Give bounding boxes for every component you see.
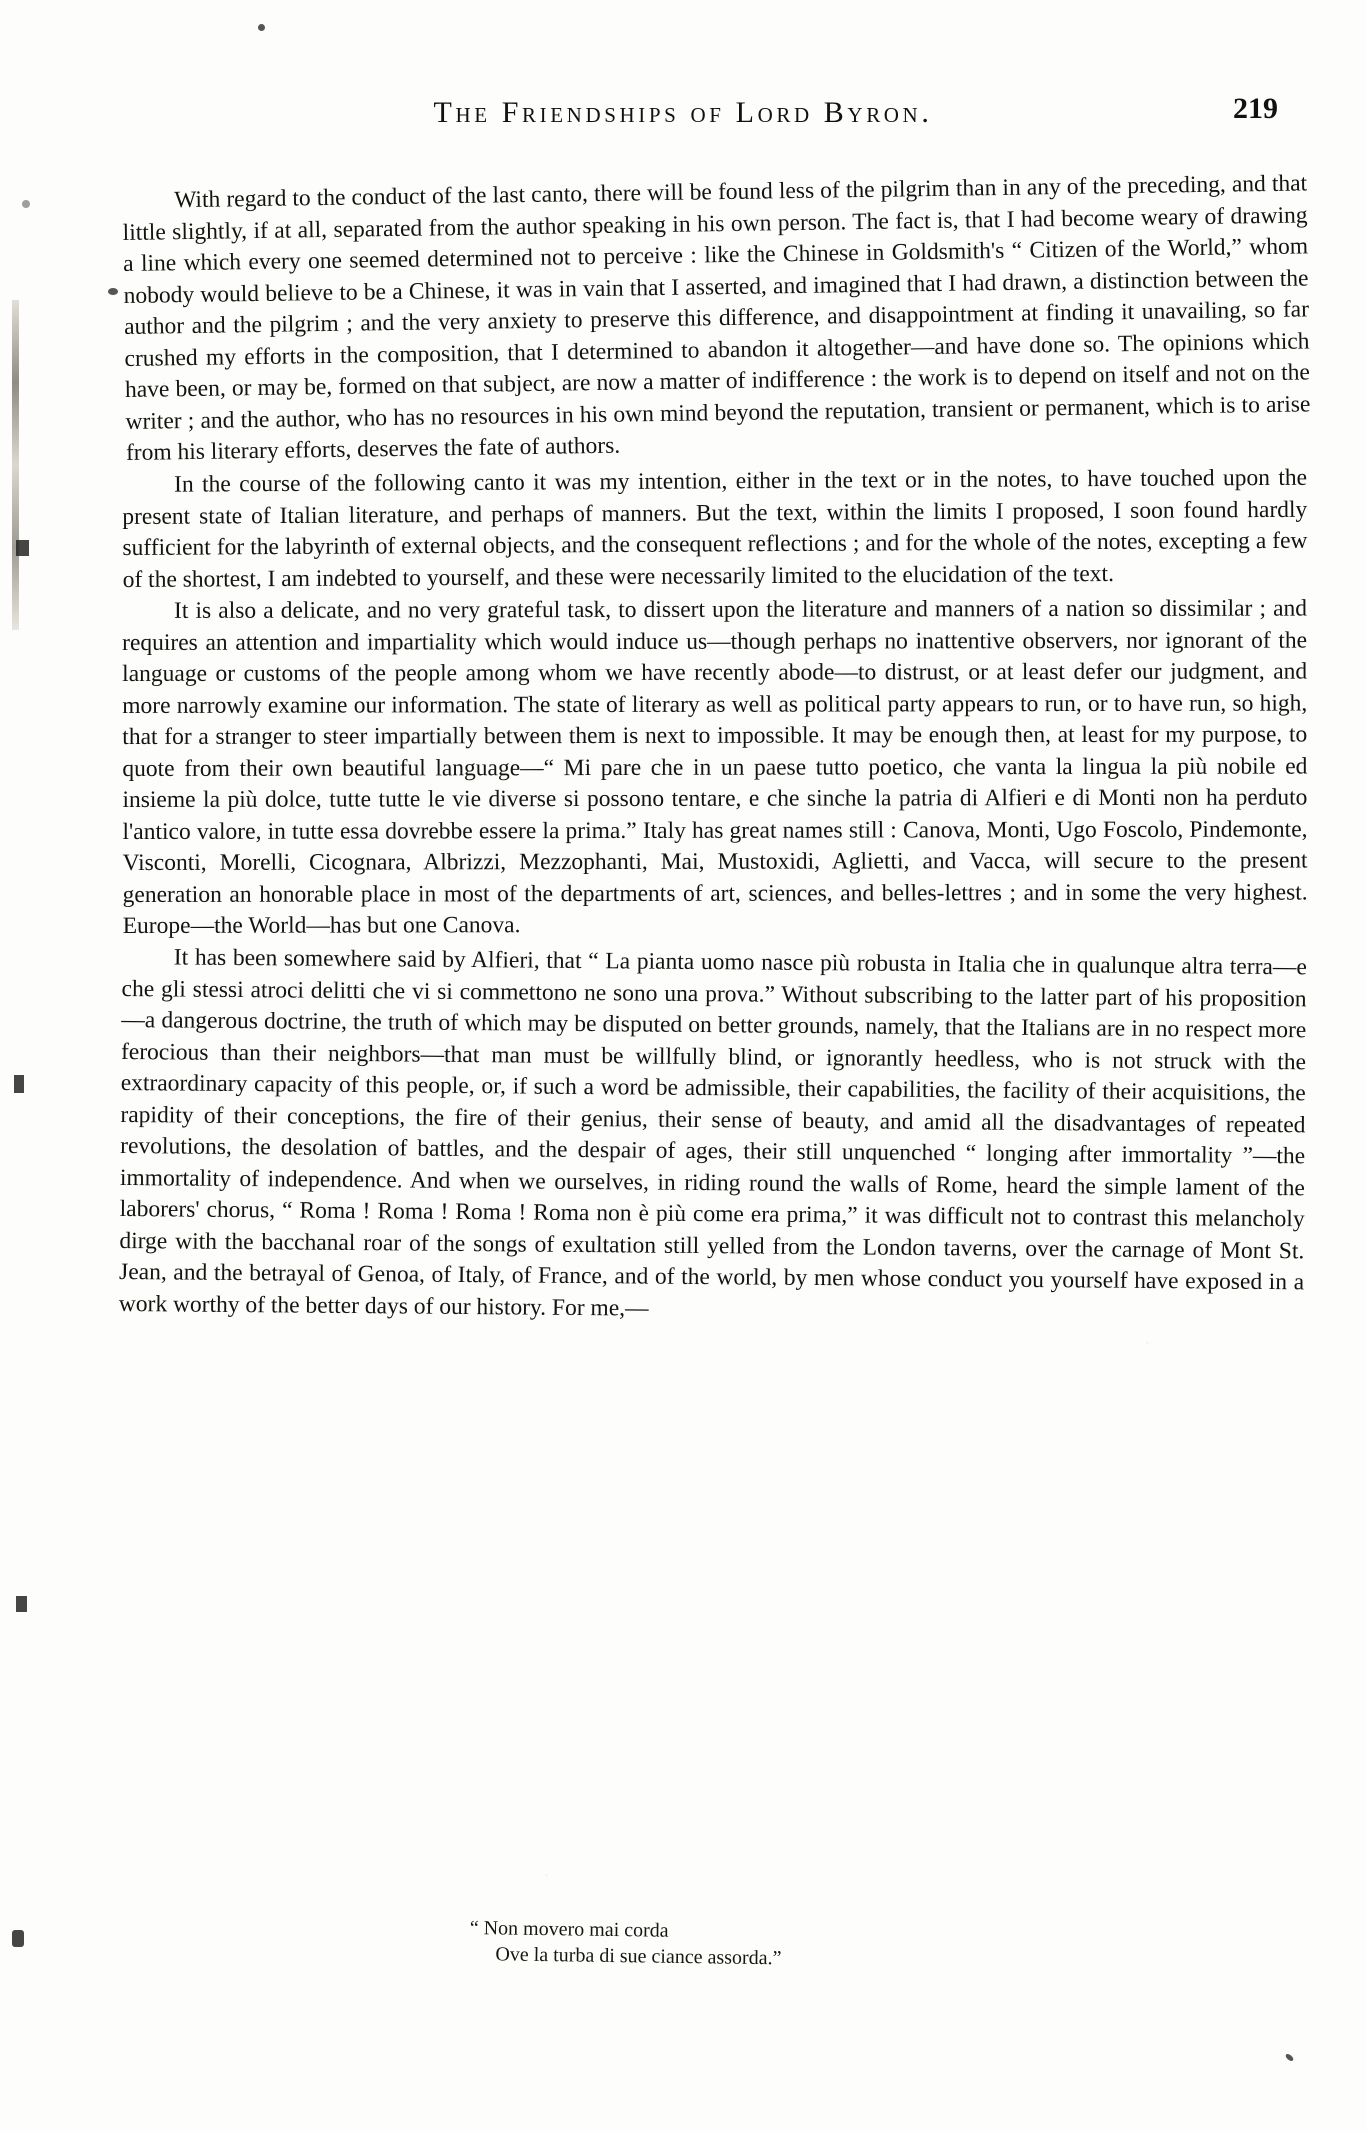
quotation-line-2: Ove la turba di sue ciance assorda.”	[495, 1943, 782, 1970]
scan-speck	[108, 288, 118, 295]
paragraph: In the course of the following canto it was my intention, either in the text or in the notes, to have touched upon the present state of Italian literature, and perhaps of manners. But the text, within the limits I proposed, I soon found hardly sufficient for the labyrinth of external objects, and the consequent reflections ; and for the whole of the notes, excepting a few of the shortest, I am indebted to yourself, and these were necessarily limited to the elucidation of the text.	[122, 464, 1308, 592]
margin-mark	[16, 1596, 27, 1612]
paragraph: It has been somewhere said by Alfieri, that “ La pianta uomo nasce più robusta in Italia che in qualunque altra terra—e che gli stessi atroci delitti che vi si commettono ne sono una prova.” Without subscribing to the latter part of his proposition—a dangerous doctrine, the truth of which may be disputed on better grounds, namely, that the Italians are in no respect more ferocious than their neighbors—that man must be willfully blind, or ignorantly heedless, who is not struck with the extraordinary capacity of this people, or, if such a word be admissible, their capabilities, the facility of their acquisitions, the rapidity of their conceptions, the fire of their genius, their sense of beauty, and amid all the disadvantages of repeated revolutions, the desolation of battles, and the despair of ages, their still unquenched “ longing after immortality ”—the immortality of independence. And when we ourselves, in riding round the walls of Rome, heard the simple lament of the laborers' chorus, “ Roma ! Roma ! Roma ! Roma non è più come era prima,” it was difficult not to contrast this melancholy dirge with the bacchanal roar of the songs of exultation still yelled from the London taverns, over the carnage of Mont St. Jean, and the betrayal of Genoa, of Italy, of France, and of the world, by men whose conduct you yourself have exposed in a work worthy of the better days of our history. For me,—	[118, 944, 1307, 1322]
margin-mark	[16, 540, 29, 556]
scan-speck	[258, 24, 265, 31]
running-head	[0, 96, 1366, 130]
paragraph: With regard to the conduct of the last canto, there will be found less of the pilgrim than in any of the preceding, and that little slightly, if at all, separated from the author speaking in his own person. The fact is, that I had become weary of drawing a line which every one seemed determined not to perceive : like the Chinese in Goldsmith's “ Citizen of the World,” whom nobody would believe to be a Chinese, it was in vain that I asserted, and imagined that I had drawn, a distinction between the author and the pilgrim ; and the very anxiety to preserve this difference, and disappointment at finding it unavailing, so far crushed my efforts in the composition, that I determined to abandon it altogether—and have done so. The opinions which have been, or may be, formed on that subject, are now a matter of indifference : the work is to depend on itself and not on the writer ; and the author, who has no resources in his own mind beyond the reputation, transient or permanent, which is to arise from his literary efforts, deserves the fate of authors.	[122, 170, 1311, 466]
page-title: The Friendships of Lord Byron.	[433, 96, 933, 129]
page-number: 219	[1233, 92, 1278, 125]
margin-mark	[14, 1075, 24, 1093]
scan-speck	[1284, 2053, 1294, 2063]
margin-mark	[12, 1930, 24, 1947]
quotation-line-1: “ Non movero mai corda	[469, 1916, 669, 1942]
block-quotation	[469, 1915, 1110, 1976]
body-text	[118, 170, 1311, 1322]
paragraph: It is also a delicate, and no very grateful task, to dissert upon the literature and manners of a nation so dissimilar ; and requires an attention and impartiality which would induce us—though perhaps no inattentive observers, nor ignorant of the language or customs of the people among whom we have recently abode—to distrust, or at least defer our judgment, and more narrowly examine our information. The state of literary as well as political party appears to run, or to have run, so high, that for a stranger to steer impartially between them is next to impossible. It may be enough then, at least for my purpose, to quote from their own beautiful language—“ Mi pare che in un paese tutto poetico, che vanta la lingua la più nobile ed insieme la più dolce, tutte tutte le vie diverse si possono tentare, e che sinche la patria di Alfieri e di Monti non ha perduto l'antico valore, in tutte essa dovrebbe essere la prima.” Italy has great names still : Canova, Monti, Ugo Foscolo, Pindemonte, Visconti, Morelli, Cicognara, Albrizzi, Mezzophanti, Mai, Mustoxidi, Aglietti, and Vacca, will secure to the present generation an honorable place in most of the departments of art, sciences, and belles-lettres ; and in some the very highest. Europe—the World—has but one Canova.	[122, 595, 1308, 939]
scan-speck	[22, 200, 30, 208]
binding-edge-artifact	[12, 300, 19, 630]
